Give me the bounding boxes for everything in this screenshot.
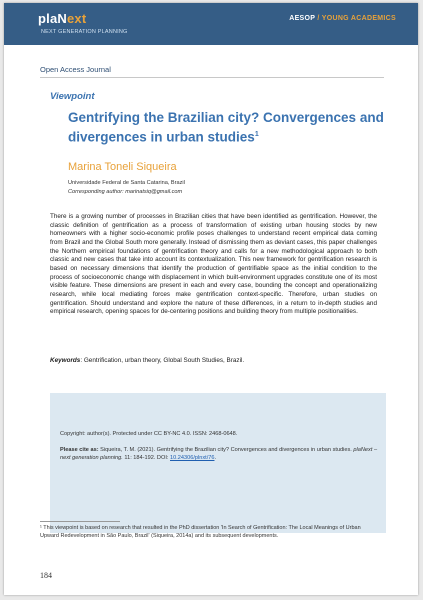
keywords bbox=[50, 357, 380, 366]
doi-link[interactable]: 10.24306/plnxt/76 bbox=[170, 455, 215, 461]
footnote-divider bbox=[40, 521, 120, 522]
author-name: Marina Toneli Siqueira bbox=[68, 161, 177, 173]
footnote: ¹ This viewpoint is based on research that resulted in the PhD dissertation 'In Search of Gentrification: The Local Meanings of Urban Upward Redevelopment in São Paulo, Brazil' (Siqueira, 2014a) and its subsequent developments. bbox=[40, 525, 361, 539]
author-affiliation bbox=[68, 179, 368, 196]
cite-journal: plaNext – next generation planning. bbox=[60, 447, 378, 461]
journal-logo bbox=[38, 11, 86, 26]
cite-tail: 11: 184-192. DOI: bbox=[122, 455, 170, 461]
abstract-text: There is a growing number of processes in Brazilian cities that have been identified as gentrification. However, the classic definition of gentrification as a process of transformation of existing urban housing stocks by new homeowners with a higher socio-economic profile poses challenges to understand recent empirical data coming from Brazil and the Global South more generally. Instead of dismissing them as deviant cases, this paper challenges the Northern empirical foundations of gentrification theory and calls for a new methodological approach to both classic and new cases that take into account its contextualization. This new framework for gentrification research is based on necessary dimensions that identify the production of gentrifiable space as the initial condition to the process of socioeconomic change with displacement in which built-environment upgrades constitute one of its most visible feature. These dimensions are present in each and every case, bounding the concept and operationalizing research, while local mediating forces make gentrification context-specific. Therefore, urban studies on gentrification. Should understand and explore the nature of these differences, in a return to in-depth studies and empirical research, opening spaces for de-centering positions and building theory from multiple positionalities. bbox=[50, 213, 377, 316]
logo-main: plaN bbox=[38, 11, 67, 26]
page-number: 184 bbox=[40, 571, 52, 580]
journal-type: Open Access Journal bbox=[40, 65, 111, 74]
keywords-list: : Gentrification, urban theory, Global South Studies, Brazil. bbox=[80, 357, 245, 364]
paper-title bbox=[68, 109, 398, 146]
association-group: YOUNG ACADEMICS bbox=[321, 15, 396, 22]
citation bbox=[60, 446, 380, 462]
logo-accent: ext bbox=[66, 11, 87, 26]
association-separator: / bbox=[317, 15, 320, 22]
association-label bbox=[289, 15, 396, 22]
title-footnote-mark: 1 bbox=[254, 131, 259, 138]
cite-label: Please cite as: bbox=[60, 447, 99, 453]
journal-header bbox=[4, 3, 418, 45]
section-label: Viewpoint bbox=[50, 91, 95, 102]
logo-subtitle: NEXT GENERATION PLANNING bbox=[41, 29, 128, 35]
cite-end: . bbox=[214, 455, 217, 461]
copyright-notice: Copyright: author(s). Protected under CC BY-NC 4.0. ISSN: 2468-0648. bbox=[60, 431, 238, 437]
header-divider bbox=[40, 77, 384, 78]
paper-page bbox=[4, 3, 418, 595]
keywords-label: Keywords bbox=[50, 357, 81, 364]
title-text: Gentrifying the Brazilian city? Convergences and divergences in urban studies bbox=[68, 110, 384, 145]
citation-box bbox=[50, 393, 386, 533]
affiliation-text: Universidade Federal de Santa Catarina, Brazil bbox=[68, 180, 185, 186]
association-name: AESOP bbox=[289, 15, 316, 22]
cite-text: Siqueira, T. M. (2021). Gentrifying the Brazilian city? Convergences and divergences in urban studies. bbox=[98, 447, 354, 453]
corresponding-author: Corresponding author: marinatsiq@gmail.com bbox=[68, 188, 183, 195]
